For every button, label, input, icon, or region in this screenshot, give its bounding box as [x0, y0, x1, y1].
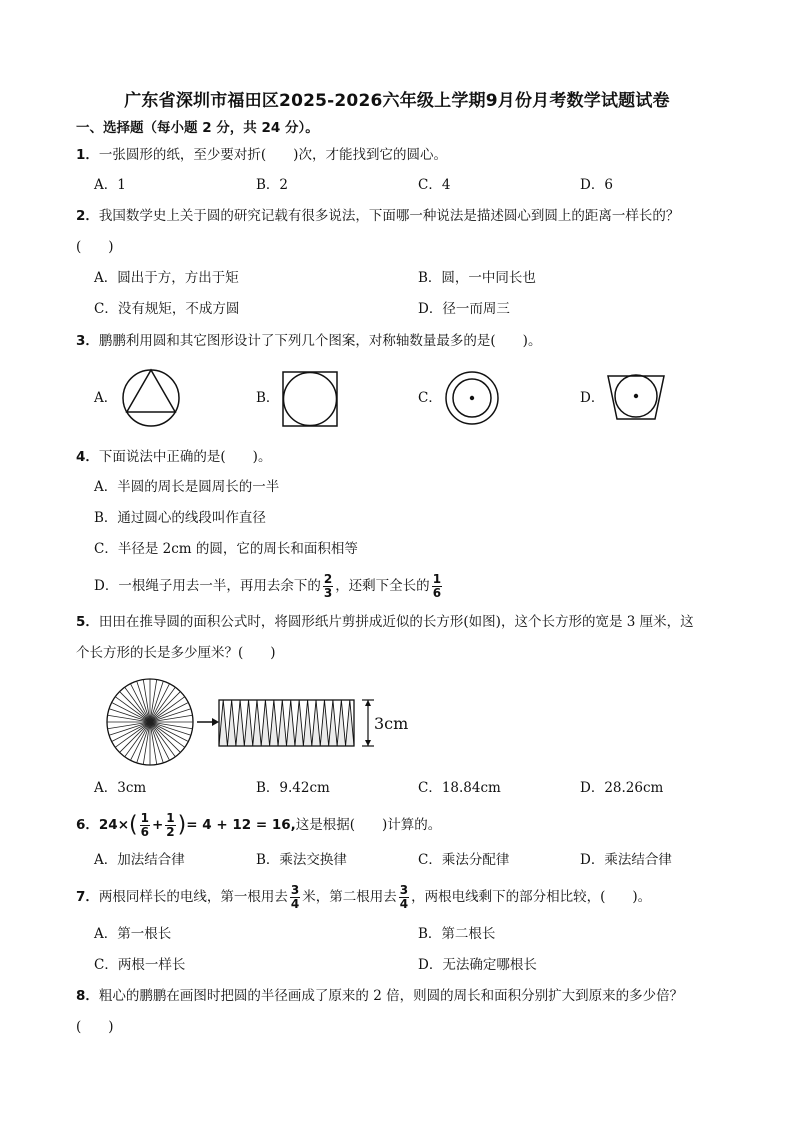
- circle-with-triangle-figure: [120, 367, 182, 429]
- q7-option-a[interactable]: A．第一根长: [94, 926, 172, 942]
- q3-option-d[interactable]: D．: [580, 390, 605, 406]
- question-3: [76, 331, 541, 351]
- expression: = 4 + 12 = 16,: [186, 817, 296, 833]
- dimension-label: 3cm: [374, 714, 409, 733]
- fraction: [140, 812, 150, 839]
- question-text: 一张圆形的纸，至少要对折( )次，才能找到它的圆心。: [98, 147, 447, 163]
- q5-option-c[interactable]: C．18.84cm: [418, 780, 501, 796]
- q6-option-a[interactable]: A．加法结合律: [94, 852, 185, 868]
- question-7: [76, 884, 651, 911]
- question-text: 下面说法中正确的是( )。: [98, 449, 272, 465]
- q1-option-c[interactable]: C．4: [418, 177, 451, 193]
- question-text: 米，第二根用去: [302, 889, 397, 905]
- fraction-numerator: 3: [399, 883, 409, 897]
- q4-option-d[interactable]: [94, 573, 444, 600]
- question-text: 我国数学史上关于圆的研究记载有很多说法，下面哪一种说法是描述圆心到圆上的距离一样长的？: [98, 208, 680, 224]
- q3-option-c[interactable]: C．: [418, 390, 442, 406]
- question-text: 鹏鹏利用圆和其它图形设计了下列几个图案，对称轴数量最多的是( )。: [98, 333, 542, 349]
- fraction-denominator: 4: [290, 897, 300, 911]
- question-8: [76, 986, 683, 1006]
- fraction-numerator: 3: [290, 883, 300, 897]
- left-paren: (: [129, 812, 138, 838]
- question-1: [76, 145, 447, 165]
- approximate-rectangle: [219, 700, 354, 746]
- q3-option-b[interactable]: B．: [256, 390, 280, 406]
- arrow-icon: [197, 718, 219, 726]
- circle-to-rectangle-figure: [105, 676, 425, 772]
- question-number: 8．: [76, 988, 99, 1004]
- q2-option-d[interactable]: D．径一而周三: [418, 301, 510, 317]
- question-5-continued: 个长方形的长是多少厘米？( ): [76, 645, 276, 661]
- fraction-numerator: 1: [166, 811, 175, 825]
- fraction: [165, 812, 175, 839]
- fraction-denominator: 6: [140, 825, 149, 839]
- q6-option-b[interactable]: B．乘法交换律: [256, 852, 347, 868]
- fraction-denominator: 4: [399, 897, 409, 911]
- fraction-denominator: 3: [323, 586, 333, 600]
- question-6: [76, 812, 441, 839]
- fraction-denominator: 6: [432, 586, 442, 600]
- q5-option-d[interactable]: D．28.26cm: [580, 780, 664, 796]
- fraction-denominator: 2: [166, 825, 175, 839]
- q1-option-a[interactable]: A．1: [94, 177, 126, 193]
- question-2: [76, 206, 679, 226]
- q7-option-c[interactable]: C．两根一样长: [94, 957, 186, 973]
- question-number: 1．: [76, 147, 99, 163]
- height-dimension-marker: [362, 700, 374, 746]
- q4-option-a[interactable]: A．半圆的周长是圆周长的一半: [94, 479, 280, 495]
- section-heading: 一、选择题（每小题 2 分，共 24 分）。: [76, 120, 319, 136]
- q2-option-a[interactable]: A．圆出于方，方出于矩: [94, 270, 239, 286]
- trapezoid-with-circle-figure: [606, 373, 666, 423]
- question-number: 3．: [76, 333, 99, 349]
- q1-option-b[interactable]: B．2: [256, 177, 289, 193]
- q6-option-d[interactable]: D．乘法结合律: [580, 852, 672, 868]
- option-text: D．一根绳子用去一半，再用去余下的: [94, 578, 321, 594]
- q4-option-c[interactable]: C．半径是 2cm 的圆，它的周长和面积相等: [94, 541, 358, 557]
- question-number: 2．: [76, 208, 99, 224]
- question-5: [76, 612, 694, 632]
- fraction: [399, 884, 409, 911]
- question-2-continued: ( ): [76, 239, 114, 255]
- q3-option-a[interactable]: A．: [94, 390, 118, 406]
- q6-option-c[interactable]: C．乘法分配律: [418, 852, 510, 868]
- fraction: [323, 573, 333, 600]
- q5-option-a[interactable]: A．3cm: [94, 780, 147, 796]
- fraction-numerator: 1: [432, 572, 442, 586]
- fraction-numerator: 1: [140, 811, 149, 825]
- page-title: 广东省深圳市福田区2025-2026六年级上学期9月份月考数学试题试卷: [124, 91, 670, 111]
- q4-option-b[interactable]: B．通过圆心的线段叫作直径: [94, 510, 266, 526]
- q7-option-b[interactable]: B．第二根长: [418, 926, 496, 942]
- question-number: 4．: [76, 449, 99, 465]
- fraction: [290, 884, 300, 911]
- q1-option-d[interactable]: D．6: [580, 177, 613, 193]
- expression: 24×: [98, 817, 130, 833]
- question-number: 7．: [76, 889, 99, 905]
- question-number: 5．: [76, 614, 99, 630]
- q7-option-d[interactable]: D．无法确定哪根长: [418, 957, 537, 973]
- question-text: 田田在推导圆的面积公式时，将圆形纸片剪拼成近似的长方形(如图)，这个长方形的宽是 3 厘米，这: [98, 614, 694, 630]
- plus-sign: +: [151, 817, 164, 833]
- question-number: 6．: [76, 817, 99, 833]
- q5-option-b[interactable]: B．9.42cm: [256, 780, 330, 796]
- question-text: ，两根电线剩下的部分相比较，( )。: [411, 889, 652, 905]
- q2-option-c[interactable]: C．没有规矩，不成方圆: [94, 301, 240, 317]
- question-text: 这是根据( )计算的。: [295, 817, 442, 833]
- fraction: [432, 573, 442, 600]
- question-text: 粗心的鹏鹏在画图时把圆的半径画成了原来的 2 倍，则圆的周长和面积分别扩大到原来的多少倍？: [98, 988, 684, 1004]
- square-with-circle-figure: [281, 370, 339, 428]
- question-text: 两根同样长的电线，第一根用去: [98, 889, 288, 905]
- fraction-numerator: 2: [323, 572, 333, 586]
- option-text: ，还剩下全长的: [335, 578, 430, 594]
- question-4: [76, 447, 271, 467]
- sectored-circle: [107, 679, 193, 765]
- q2-option-b[interactable]: B．圆，一中同长也: [418, 270, 536, 286]
- right-paren: ): [177, 812, 187, 838]
- question-8-continued: ( ): [76, 1019, 114, 1035]
- concentric-circles-figure: [444, 370, 500, 426]
